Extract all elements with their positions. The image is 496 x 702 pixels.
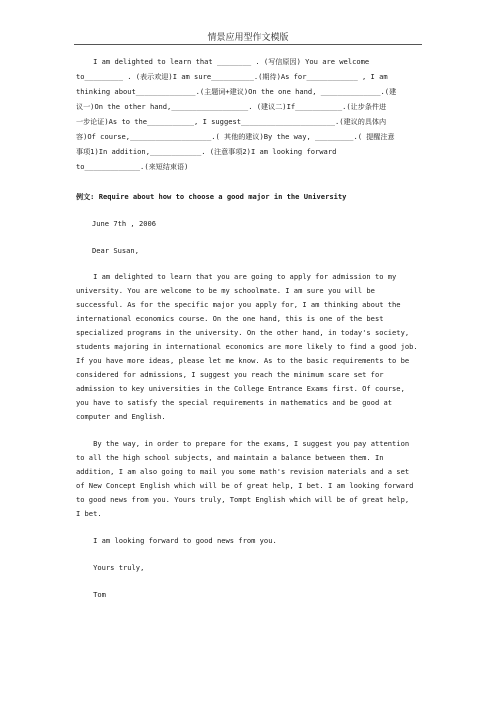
- template-line: 议一)On the other hand,__________________. (建议二)If___________.(让步条件进: [76, 102, 387, 111]
- template-line: 事项1)In addition,____________. (注意事项2)I am looking forward: [76, 147, 337, 156]
- body-line: university. You are welcome to be my schoolmate. I am sure you will be: [76, 286, 375, 295]
- template-line: to_____________.(来短结束语): [76, 162, 189, 171]
- letter-signature: Tom: [76, 590, 106, 599]
- template-line: I am delighted to learn that ________ . (写信原因) You are welcome: [76, 57, 370, 66]
- body-line: of New Concept English which will be of great help, I bet. I am looking forward: [76, 481, 414, 490]
- body-line: to all the high school subjects, and maintain a balance between them. In: [76, 453, 384, 462]
- body-line: admission to key universities in the College Entrance Exams first. Of course,: [76, 384, 405, 393]
- closing-line: I am looking forward to good news from you.: [76, 536, 277, 545]
- template-line: to_________ . (表示欢迎)I am sure__________.(期待)As for____________ , I am: [76, 72, 388, 81]
- example-heading: 例文: Require about how to choose a good major in the University: [76, 192, 347, 201]
- page-header-title: 情景应用型作文模版: [207, 33, 289, 43]
- body-line: If you have more ideas, please let me know. As to the basic requirements to be: [76, 356, 410, 365]
- body-line: international economics course. On the one hand, this is one of the best: [76, 314, 384, 323]
- body-line: to good news from you. Yours truly, Tompt English which will be of great help,: [76, 495, 410, 504]
- template-line: 容)Of course,___________________.( 其他的建议)By the way, _________.( 提醒注意: [76, 132, 395, 141]
- letter-date: June 7th , 2006: [92, 219, 157, 228]
- template-line: thinking about______________.(主题词+建议)On the one hand, ______________.(建: [76, 87, 397, 96]
- letter-greeting: Dear Susan,: [92, 246, 139, 255]
- body-line: I bet.: [76, 509, 102, 518]
- letter-signoff: Yours truly,: [76, 563, 145, 572]
- body-line: you have to satisfy the special requirements in mathematics and be good at: [76, 398, 393, 407]
- body-line: specialized programs in the university. On the other hand, in today's society,: [76, 328, 410, 337]
- body-line: addition, I am also going to mail you some math's revision materials and a set: [76, 467, 410, 476]
- body-line: students majoring in international economics are more likely to find a good job.: [76, 342, 418, 351]
- body-line: By the way, in order to prepare for the exams, I suggest you pay attention: [76, 439, 410, 448]
- body-line: successful. As for the specific major you apply for, I am thinking about the: [76, 300, 401, 309]
- template-line: 一步论证)As to the___________, I suggest______________________.(建议的具体内: [76, 117, 387, 126]
- body-line: considered for admissions, I suggest you reach the minimum scare set for: [76, 370, 384, 379]
- body-line: computer and English.: [76, 412, 166, 421]
- body-line: I am delighted to learn that you are going to apply for admission to my: [76, 272, 397, 281]
- header-divider: [74, 44, 422, 45]
